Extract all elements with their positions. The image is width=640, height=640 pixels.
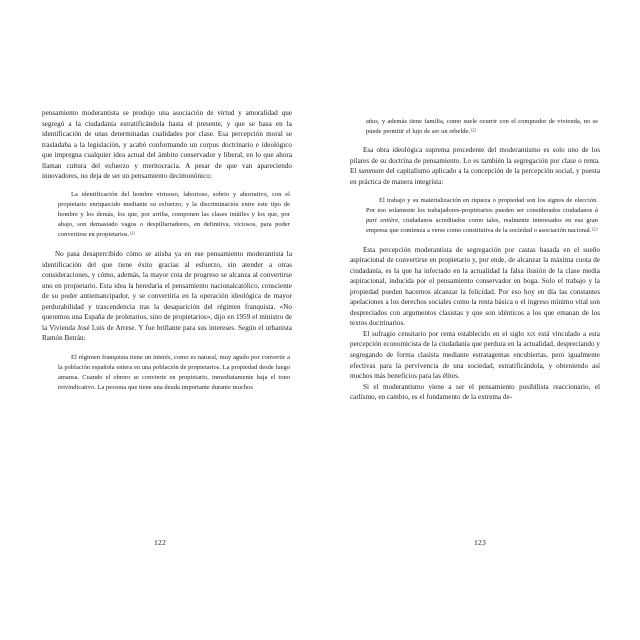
footnote-ref: 123 — [591, 226, 598, 232]
paragraph-part-1: El sufragio censitario por renta establecido en el siglo — [363, 329, 527, 338]
blockquote-body: La identificación del hombre virtuoso, laborioso, sobrio y ahorrativo, con el propietario enriquecido mediante su esfuerzo; y la discriminación entre este tipo de hombre y los demás, los que, por arriba, componen las clases inútiles y los que, por abajo, son demasiado vagos o despilfarradores, en definitiva, viciosos, para poder convertirse en propietarios. — [58, 191, 290, 239]
paragraph-carlismo: Si el moderantismo viene a ser el pensamiento posibilista reaccionario, el carlismo, en cambio, es el fundamento de la extrema de- — [350, 382, 600, 402]
right-text-column — [350, 117, 600, 403]
blockquote-moderantismo — [42, 190, 292, 240]
italic-a-part-entiere: à part entière — [366, 206, 598, 224]
blockquote-betran-continued — [350, 117, 600, 137]
page-number-right: 123 — [473, 538, 487, 547]
paragraph-part-1: Esa obra ideológica suprema procedente del moderantismo es solo uno de los pilares de su doctrina de pensamiento. Lo es también la segregación por clase o renta. El — [350, 146, 600, 176]
smallcaps-century: xix — [526, 329, 536, 338]
blockquote-trabajo — [350, 196, 600, 236]
paragraph-continued: pensamiento moderantista se produjo una asociación de virtud y amoralidad que segregó a la ciudadanía estratificándola hasta el presente, y que se basa en la identificación de unas determinadas cualidades por clase. Esa percepción moral se trasladaba a la legislación, y acabó conformando un corpus doctrinario e ideológico que impregna cualquier idea actual del ámbito conservador y liberal, en lo que ahora llaman cultura del esfuerzo y meritocracia. A pesar de que van apareciendo innovadores, no deja de ser un pensamiento decimonónico: — [42, 109, 292, 181]
paragraph-percepcion-castas: Esta percepción moderantista de segregación por castas basada en el sueño aspiracional de convertirse en propietario y, por ende, de alcanzar la máxima cuota de ciudadanía, es la que ha infectado en la actualidad la falsa ilusión de la clase media aspiracional, inducida por el pensamiento conservador en boga. Solo el trabajo y la propiedad pueden hacernos alcanzar la felicidad. Por eso hoy en día las constantes apelaciones a los derechos sociales como la renta básica o el ingreso mínimo vital son despreciados con argumentos clasistas y que son idénticos a los que emanan de los textos doctrinarios. — [350, 245, 600, 328]
footnote-ref: 121 — [129, 230, 136, 236]
paragraph-nopasa: No pasa desapercibido cómo se atisba ya en ese pensamiento moderantista la identificación del que tiene éxito gracias al esfuerzo, sin atender a otras consideraciones, y cómo, además, la mayor cota de progreso se alcanza al convertirse uno en propietario. Esta idea la heredaría el pensamiento nacionalcatólico, consciente de su poder antiemancipador, y se convertiría en la operación ideológica de mayor perdurabilidad y trascendencia tras la desaparición del régimen franquista. «No queremos una España de proletarios, sino de propietarios», dijo en 1959 el ministro de la Vivienda José Luis de Arrese. Y fue brillante para sus intereses. Según el urbanista Ramón Betrán: — [42, 250, 292, 343]
italic-summum: summum — [358, 167, 384, 176]
blockquote-text — [366, 196, 598, 236]
page-number-left: 122 — [153, 538, 167, 547]
blockquote-betran — [42, 353, 292, 393]
blockquote-text: El régimen franquista tiene un interés, como es natural, muy agudo por convertir a la población española entera en una población de propietarios. La propiedad desde luego amansa. Cuando el obrero se convierte en propietario, inmediatamente baja el tono reivindicativo. La persona que tiene una deuda importante durante muchos — [58, 353, 290, 391]
blockquote-part-1: El trabajo y su materialización en riqueza o propiedad son los signos de elección. Por eso solamente los trabajadores-propietarios pueden ser considerados ciudadanos — [366, 196, 598, 214]
blockquote-text — [58, 190, 290, 240]
blockquote-part-2: , ciudadanos acreditados como tales, realmente interesados en esa gran empresa que comienza a verse como constitutiva de la sociedad o asociación nacional. — [366, 216, 598, 234]
left-text-column — [42, 108, 292, 393]
page-right — [320, 0, 640, 640]
footnote-ref: 122 — [470, 126, 477, 132]
blockquote-body: años, y además tiene familia, como suele ocurrir con el comprador de vivienda, no se puede permitir el lujo de ser un rebelde. — [366, 117, 598, 135]
paragraph-part-2: del capitalismo aplicado a la concepción de la percepción social, y puesta en práctica de manera integrista: — [350, 167, 601, 186]
blockquote-text — [366, 117, 598, 137]
paragraph-sufragio-censitario — [350, 329, 600, 382]
paragraph-obra-ideologica — [350, 145, 600, 187]
paragraph-part-2: está vinculado a esta percepción economicista de la ciudadanía que perdura en la actualidad, despreciando y segregando de forma clasista mediante estratagemas encubiertas, pero igualmente efectivas para la pervivencia de una sociedad, estratificándola, y obteniendo así muchos más beneficios para las élites. — [350, 329, 600, 381]
